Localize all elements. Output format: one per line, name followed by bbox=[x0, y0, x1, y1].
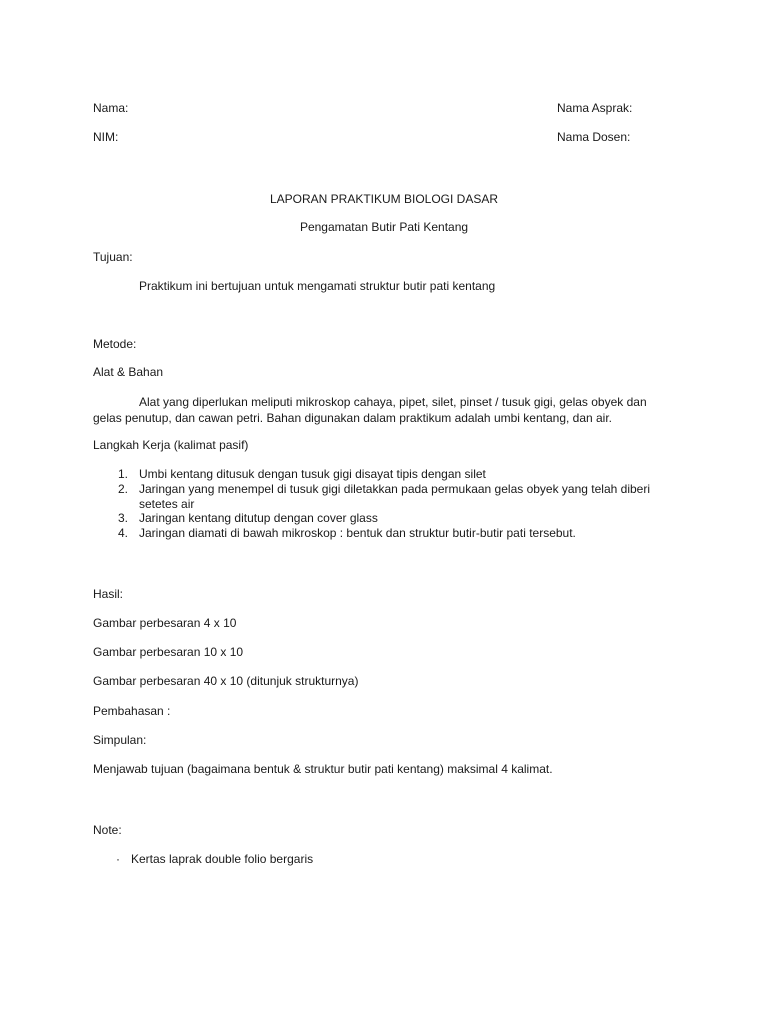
gambar-10x10: Gambar perbesaran 10 x 10 bbox=[93, 645, 244, 659]
list-item: Umbi kentang ditusuk dengan tusuk gigi disayat tipis dengan silet bbox=[139, 467, 486, 481]
alat-bahan-heading: Alat & Bahan bbox=[93, 365, 164, 379]
hasil-heading: Hasil: bbox=[93, 587, 124, 601]
note-item: Kertas laprak double folio bergaris bbox=[131, 852, 314, 866]
gambar-40x10: Gambar perbesaran 40 x 10 (ditunjuk strukturnya) bbox=[93, 674, 359, 688]
metode-heading: Metode: bbox=[93, 337, 137, 351]
alat-bahan-text: Alat yang diperlukan meliputi mikroskop cahaya, pipet, silet, pinset / tusuk gigi, gelas obyek dan gelas penutup, dan cawan petri. Bahan digunakan dalam praktikum adalah umbi kentang, dan air. bbox=[93, 395, 647, 425]
list-item: Jaringan yang menempel di tusuk gigi diletakkan pada permukaan gelas obyek yang telah diberi setetes air bbox=[139, 482, 650, 511]
pembahasan-heading: Pembahasan : bbox=[93, 704, 171, 718]
list-item: Jaringan diamati di bawah mikroskop : bentuk dan struktur butir-butir pati tersebut. bbox=[139, 526, 576, 540]
page-subtitle: Pengamatan Butir Pati Kentang bbox=[299, 220, 469, 234]
nama-label: Nama: bbox=[93, 101, 129, 115]
page-title: LAPORAN PRAKTIKUM BIOLOGI DASAR bbox=[269, 192, 499, 206]
nama-asprak-label: Nama Asprak: bbox=[557, 101, 633, 115]
list-item-number: 3. bbox=[117, 511, 128, 525]
nim-label: NIM: bbox=[93, 130, 119, 144]
langkah-kerja-heading: Langkah Kerja (kalimat pasif) bbox=[93, 438, 249, 452]
tujuan-text: Praktikum ini bertujuan untuk mengamati struktur butir pati kentang bbox=[139, 279, 496, 293]
simpulan-text: Menjawab tujuan (bagaimana bentuk & struktur butir pati kentang) maksimal 4 kalimat. bbox=[93, 762, 553, 776]
gambar-4x10: Gambar perbesaran 4 x 10 bbox=[93, 616, 237, 630]
list-item-number: 2. bbox=[117, 482, 128, 496]
tujuan-heading: Tujuan: bbox=[93, 250, 133, 264]
nama-dosen-label: Nama Dosen: bbox=[557, 130, 631, 144]
note-heading: Note: bbox=[93, 823, 122, 837]
list-item: Jaringan kentang ditutup dengan cover glass bbox=[139, 511, 378, 525]
list-item-number: 4. bbox=[117, 526, 128, 540]
bullet-icon: · bbox=[116, 852, 120, 866]
list-item-number: 1. bbox=[117, 467, 128, 481]
simpulan-heading: Simpulan: bbox=[93, 733, 147, 747]
